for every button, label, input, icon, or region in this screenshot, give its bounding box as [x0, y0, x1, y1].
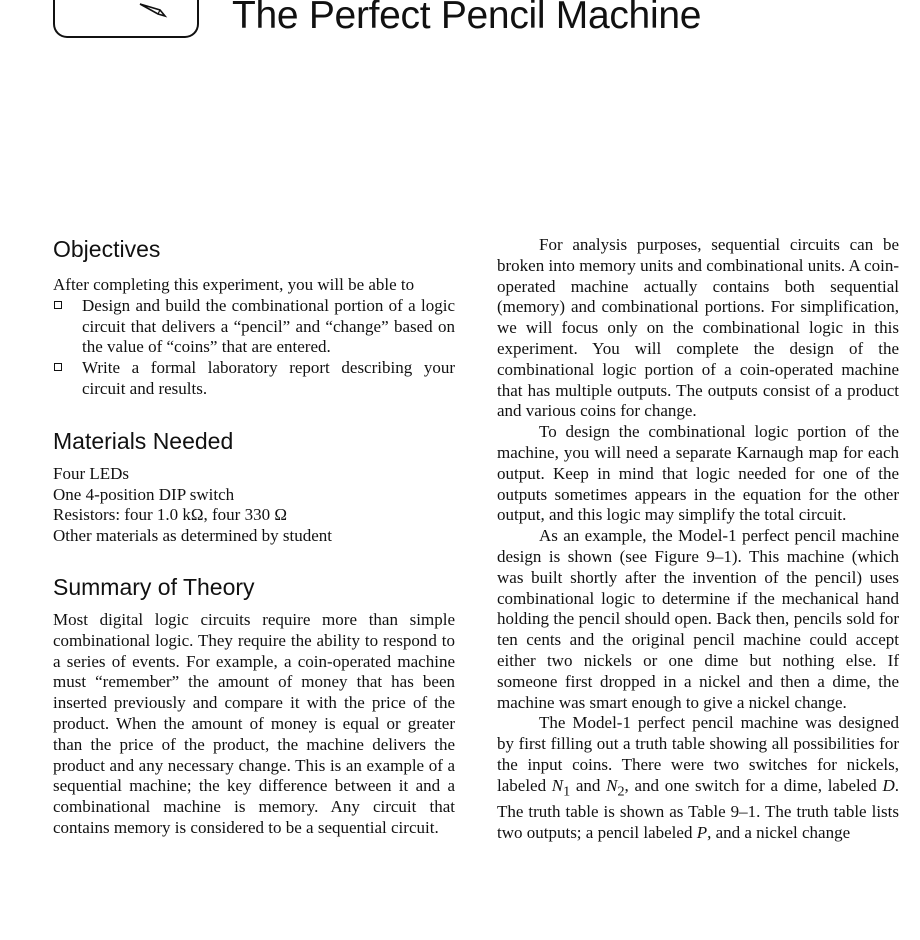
materials-heading: Materials Needed — [53, 427, 234, 454]
chapter-number-box — [53, 0, 199, 38]
chapter-title: The Perfect Pencil Machine — [232, 0, 702, 37]
left-column — [53, 235, 455, 839]
material-item: Other materials as determined by student — [53, 526, 332, 546]
material-item: Four LEDs — [53, 463, 130, 483]
objectives-list — [53, 296, 455, 400]
pencil-icon — [138, 0, 174, 20]
checkbox-bullet-icon — [54, 363, 62, 371]
body-paragraph: For analysis purposes, sequential circuits can be broken into memory units and combinational units. A coin-operated machine actually contains both sequential (memory) and combinational portions. For simplification, we will focus only on the combinational logic in this experiment. You will complete the design of the combinational logic portion of a coin-operated machine that has multiple outputs. The outputs consist of a product and various coins for change. — [497, 235, 899, 421]
right-column — [497, 235, 899, 844]
material-item: Resistors: four 1.0 kΩ, four 330 Ω — [53, 505, 287, 525]
material-item: One 4-position DIP switch — [53, 484, 235, 504]
theory-heading: Summary of Theory — [53, 573, 255, 600]
objectives-intro: After completing this experiment, you will be able to — [53, 275, 415, 294]
theory-paragraph: Most digital logic circuits require more than simple combinational logic. They require the ability to respond to a series of events. For example, a coin-operated machine must “remember” the amount of money that has been inserted previously and compare it with the price of the product. When the amount of money is equal or greater than the price of the product, the machine delivers the product and any necessary change. This is an example of a sequential machine; the key difference between it and a combinational machine is memory. Any circuit that contains memory is considered to be a sequential circuit. — [53, 609, 455, 837]
objective-item: Write a formal laboratory report describing your circuit and results. — [53, 358, 455, 400]
checkbox-bullet-icon — [54, 301, 62, 309]
materials-list — [53, 464, 455, 547]
body-paragraph: As an example, the Model-1 perfect pencil machine design is shown (see Figure 9–1). This machine (which was built shortly after the invention of the pencil) uses combinational logic to determine if the mechanical hand holding the pencil should open. Back then, pencils sold for ten cents and the original pencil machine could accept either two nickels or one dime but nothing else. If someone first dropped in a nickel and then a dime, the machine was smart enough to give a nickel change. — [497, 526, 899, 712]
body-paragraph: To design the combinational logic portion of the machine, you will need a separate Karnaugh map for each output. Keep in mind that logic needed for one of the outputs sometimes appears in the equation for the other output, and this logic may simplify the total circuit. — [497, 422, 899, 525]
objectives-heading: Objectives — [53, 236, 161, 262]
objective-item: Design and build the combinational portion of a logic circuit that delivers a “pencil” and “change” based on the value of “coins” that are entered. — [53, 296, 455, 358]
body-paragraph: The Model-1 perfect pencil machine was designed by first filling out a truth table showing all possibilities for the input coins. There were two switches for nickels, labeled $N_1$ and $N_2$, and one switch for a dime, labeled D. The truth table is shown as Table 9–1. The truth table lists two outputs; a pencil labeled P, and a nickel change — [497, 713, 899, 842]
